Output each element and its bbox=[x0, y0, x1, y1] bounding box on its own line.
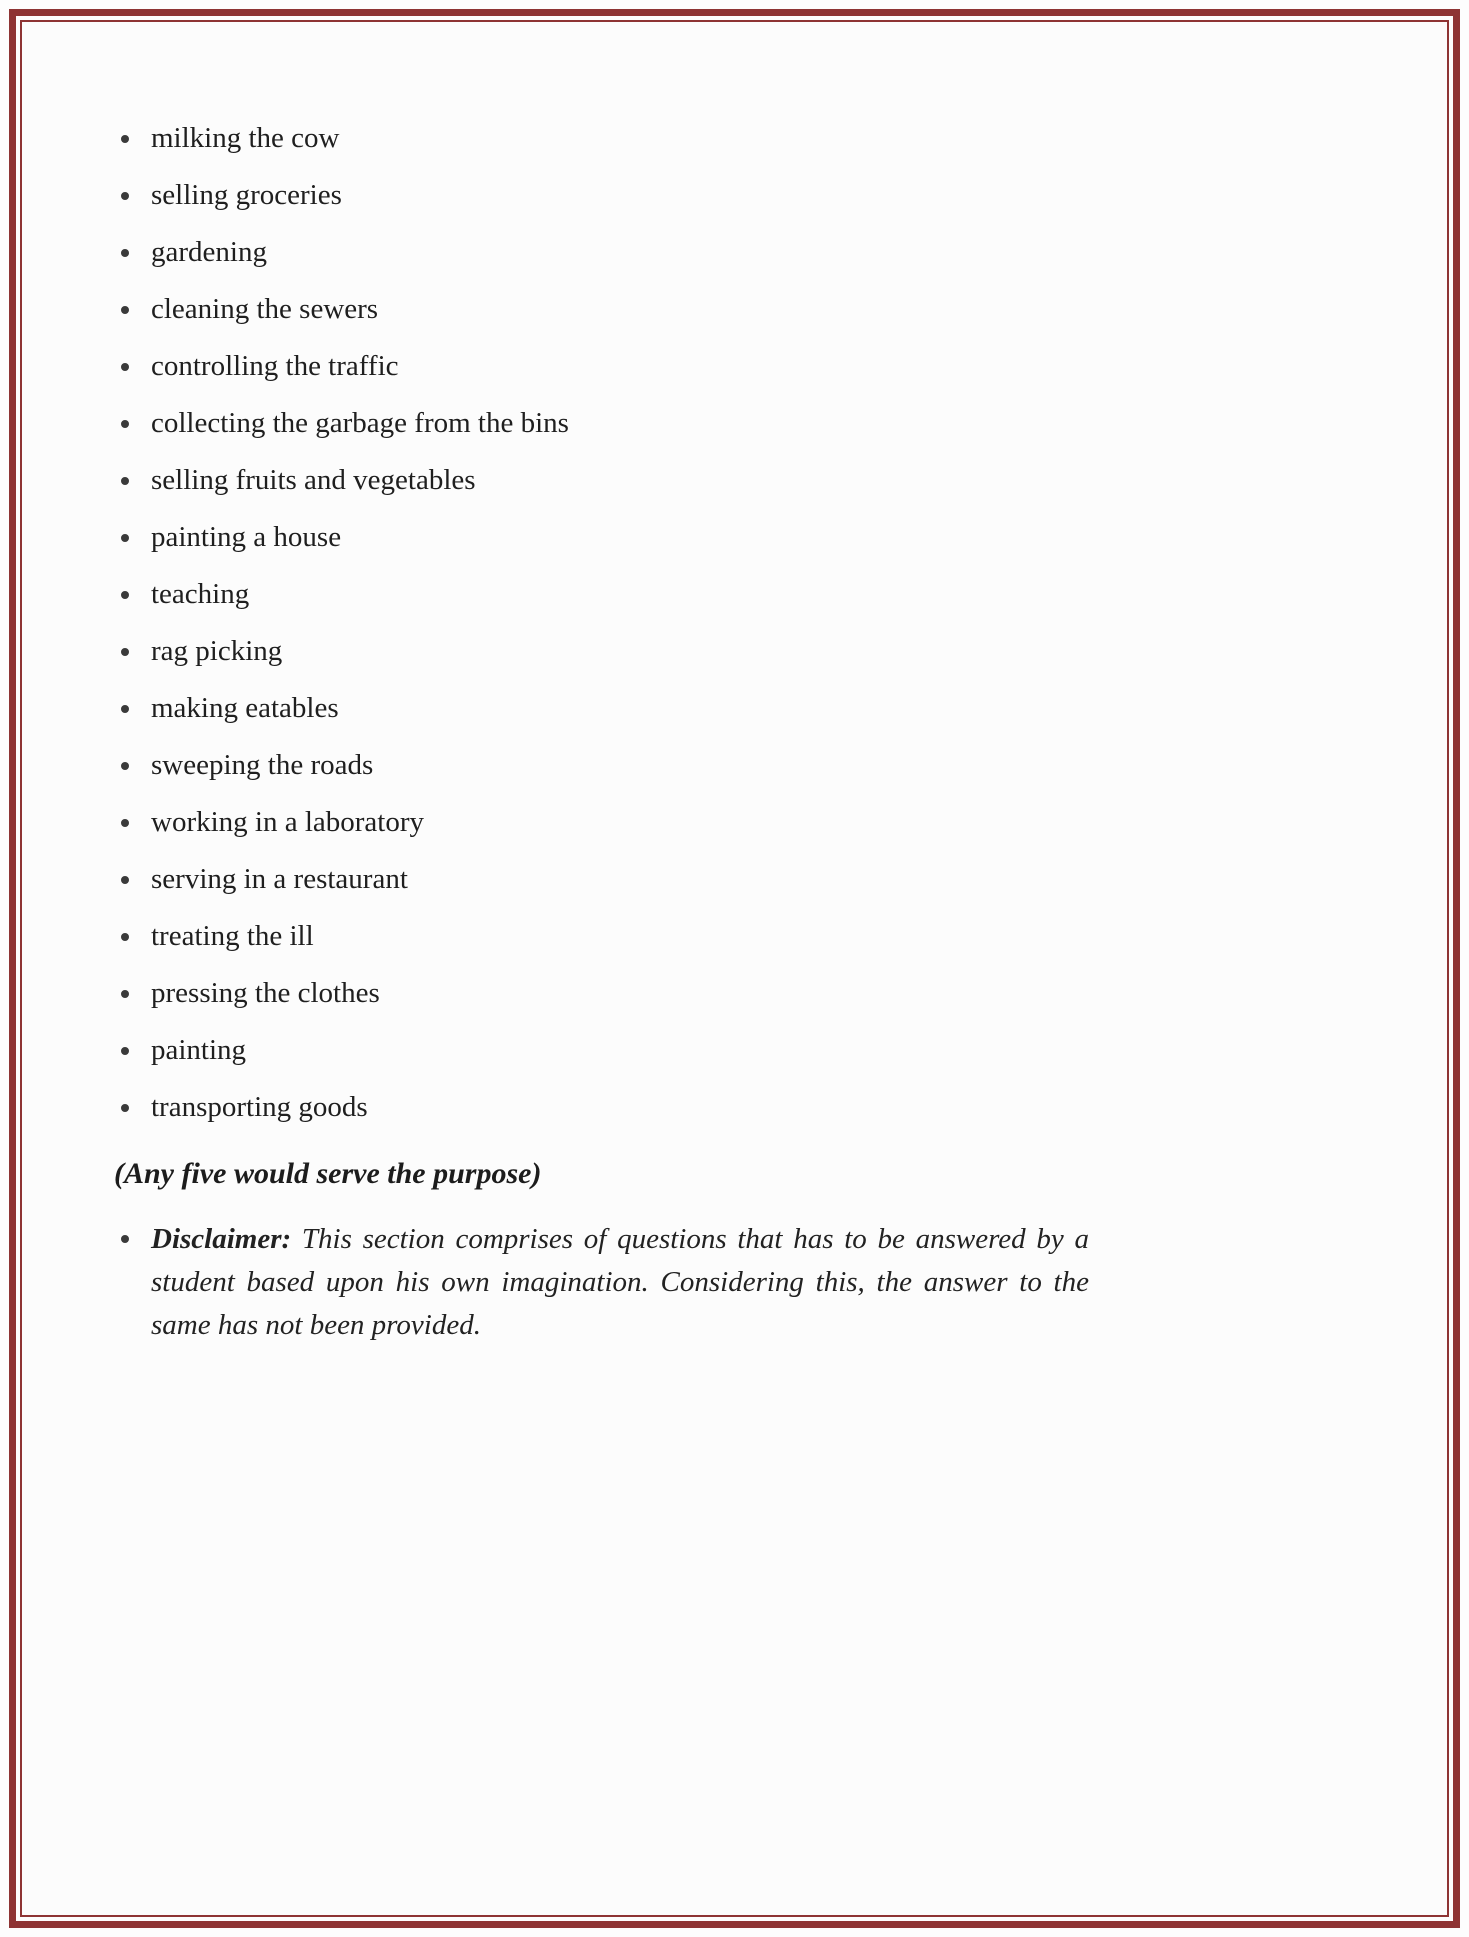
list-item bbox=[114, 1034, 1092, 1067]
list-item-text: making eatables bbox=[151, 692, 339, 724]
list-item-text: pressing the clothes bbox=[151, 977, 380, 1009]
list-item bbox=[114, 863, 1092, 896]
bullet-icon bbox=[121, 933, 129, 941]
bullet-icon bbox=[121, 306, 129, 314]
answer-list bbox=[114, 122, 1092, 1124]
bullet-icon bbox=[121, 192, 129, 200]
page-border-inner bbox=[20, 20, 1449, 1917]
bullet-icon bbox=[121, 534, 129, 542]
list-item bbox=[114, 749, 1092, 782]
list-item bbox=[114, 350, 1092, 383]
bullet-icon bbox=[121, 876, 129, 884]
bullet-icon bbox=[121, 705, 129, 713]
list-item-text: rag picking bbox=[151, 635, 283, 667]
list-item bbox=[114, 977, 1092, 1010]
list-item-text: painting bbox=[151, 1034, 247, 1066]
list-item bbox=[114, 293, 1092, 326]
list-item bbox=[114, 521, 1092, 554]
bullet-icon bbox=[121, 420, 129, 428]
list-item-text: treating the ill bbox=[151, 920, 314, 952]
bullet-icon bbox=[121, 135, 129, 143]
list-item-text: cleaning the sewers bbox=[151, 293, 379, 325]
list-item-text: serving in a restaurant bbox=[151, 863, 408, 895]
list-item bbox=[114, 464, 1092, 497]
list-item bbox=[114, 806, 1092, 839]
bullet-icon bbox=[121, 363, 129, 371]
list-item bbox=[114, 122, 1092, 155]
list-item bbox=[114, 920, 1092, 953]
list-item-text: collecting the garbage from the bins bbox=[151, 407, 569, 439]
disclaimer-label: Disclaimer: bbox=[151, 1223, 292, 1255]
list-item bbox=[114, 407, 1092, 440]
bullet-icon bbox=[121, 819, 129, 827]
list-item-text: painting a house bbox=[151, 521, 342, 553]
list-item bbox=[114, 236, 1092, 269]
list-item bbox=[114, 578, 1092, 611]
list-item bbox=[114, 1091, 1092, 1124]
bullet-icon bbox=[121, 1104, 129, 1112]
list-item-text: working in a laboratory bbox=[151, 806, 425, 838]
bullet-icon bbox=[121, 591, 129, 599]
disclaimer-item bbox=[114, 1218, 1089, 1347]
list-item-text: controlling the traffic bbox=[151, 350, 399, 382]
list-item-text: transporting goods bbox=[151, 1091, 368, 1123]
list-item-text: sweeping the roads bbox=[151, 749, 374, 781]
list-item-text: selling fruits and vegetables bbox=[151, 464, 476, 496]
bullet-icon bbox=[121, 1047, 129, 1055]
note-text: (Any five would serve the purpose) bbox=[114, 1157, 542, 1190]
list-item-text: selling groceries bbox=[151, 179, 342, 211]
bullet-icon bbox=[121, 990, 129, 998]
bullet-icon bbox=[121, 477, 129, 485]
list-item bbox=[114, 179, 1092, 212]
bullet-icon bbox=[121, 648, 129, 656]
bullet-icon bbox=[121, 1235, 129, 1243]
list-item bbox=[114, 692, 1092, 725]
list-item bbox=[114, 635, 1092, 668]
list-item-text: milking the cow bbox=[151, 122, 340, 154]
page-border-outer bbox=[9, 9, 1460, 1928]
list-item-text: gardening bbox=[151, 236, 267, 268]
bullet-icon bbox=[121, 249, 129, 257]
disclaimer-text: This section comprises of questions that has to be answered by a student based upon his own imagination. Considering this, the answer to the same has not been provided. bbox=[151, 1223, 1089, 1341]
bullet-icon bbox=[121, 762, 129, 770]
list-item-text: teaching bbox=[151, 578, 250, 610]
page-content bbox=[22, 22, 1092, 1347]
